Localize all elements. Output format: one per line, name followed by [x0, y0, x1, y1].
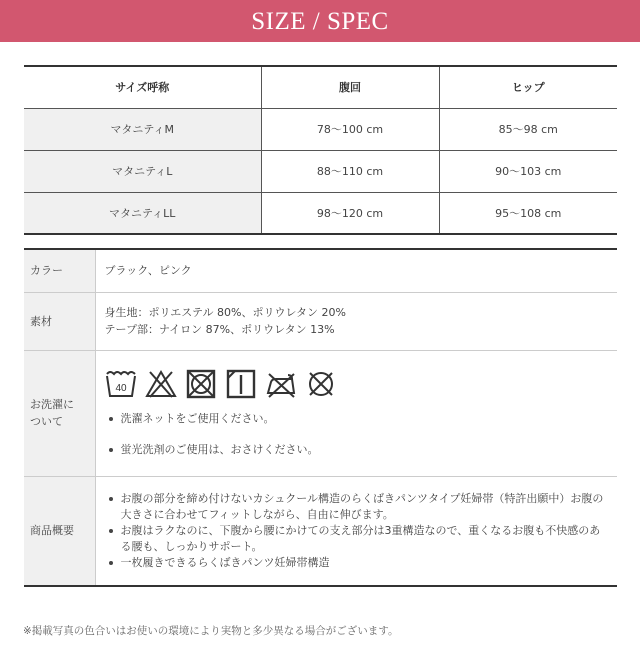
footnote: ※掲載写真の色合いはお使いの環境により実物と多少異なる場合がございます。 — [23, 625, 399, 637]
list-item: お腹の部分を締め付けないカシュクール構造のらくばきパンツタイプ妊婦帯（特許出願中）お腹の大きさに合わせてフィットしながら、自由に伸びます。 — [105, 491, 610, 523]
page-title: SIZE / SPEC — [251, 7, 389, 35]
spec-label-washing — [24, 350, 95, 476]
size-waist-cell: 78～100 cm — [261, 108, 439, 150]
spec-row-material — [24, 292, 617, 350]
no-dry-clean-icon — [305, 369, 337, 399]
size-table-row — [24, 150, 617, 192]
list-item: 一枚履きできるらくばきパンツ妊婦帯構造 — [105, 555, 610, 571]
size-name-cell: マタニティM — [24, 108, 261, 150]
material-line: 身生地：ポリエステル 80%、ポリウレタン 20% — [104, 306, 346, 319]
wash-temp-label: 40 — [114, 382, 127, 394]
spec-value-material — [95, 292, 617, 350]
spec-value-color: ブラック、ピンク — [104, 264, 192, 278]
spec-value-overview — [95, 476, 617, 586]
list-item: 洗濯ネットをご使用ください。 — [105, 411, 610, 427]
material-line: テープ部：ナイロン 87%、ポリウレタン 13% — [104, 323, 335, 336]
size-table-header-row — [24, 66, 617, 108]
size-hip-cell: 90～103 cm — [439, 150, 617, 192]
size-waist-cell: 88～110 cm — [261, 150, 439, 192]
size-name-cell: マタニティL — [24, 150, 261, 192]
no-iron-icon — [265, 369, 297, 399]
wash-icons — [105, 369, 610, 399]
no-tumble-dry-icon — [185, 369, 217, 399]
size-header-name: サイズ呼称 — [24, 66, 261, 108]
wash-40-icon — [105, 369, 137, 399]
spec-label-material: 素材 — [24, 292, 95, 350]
spec-label-overview: 商品概要 — [24, 476, 95, 586]
overview-list — [105, 491, 610, 571]
line-dry-shade-icon — [225, 369, 257, 399]
spec-row-washing — [24, 350, 617, 476]
page-header — [0, 0, 640, 42]
size-header-hip: ヒップ — [439, 66, 617, 108]
size-table-row — [24, 108, 617, 150]
spec-table — [24, 248, 617, 587]
size-header-waist: 腹回 — [261, 66, 439, 108]
washing-label-line: ついて — [30, 415, 63, 428]
size-table — [24, 65, 617, 235]
size-hip-cell: 85～98 cm — [439, 108, 617, 150]
size-table-row — [24, 192, 617, 234]
list-item: お腹はラクなのに、下腹から腰にかけての支え部分は3重構造なので、重くなるお腹も不快感のある腰も、しっかりサポート。 — [105, 523, 610, 555]
washing-label-line: お洗濯に — [30, 398, 74, 411]
size-waist-cell: 98～120 cm — [261, 192, 439, 234]
size-hip-cell: 95～108 cm — [439, 192, 617, 234]
list-item: 蛍光洗剤のご使用は、おさけください。 — [105, 442, 610, 458]
spec-value-washing — [95, 350, 617, 476]
spec-label-color: カラー — [24, 249, 95, 292]
size-name-cell: マタニティLL — [24, 192, 261, 234]
no-bleach-icon — [145, 369, 177, 399]
spec-row-overview — [24, 476, 617, 586]
washing-notes — [105, 411, 610, 458]
spec-row-color — [24, 249, 617, 292]
